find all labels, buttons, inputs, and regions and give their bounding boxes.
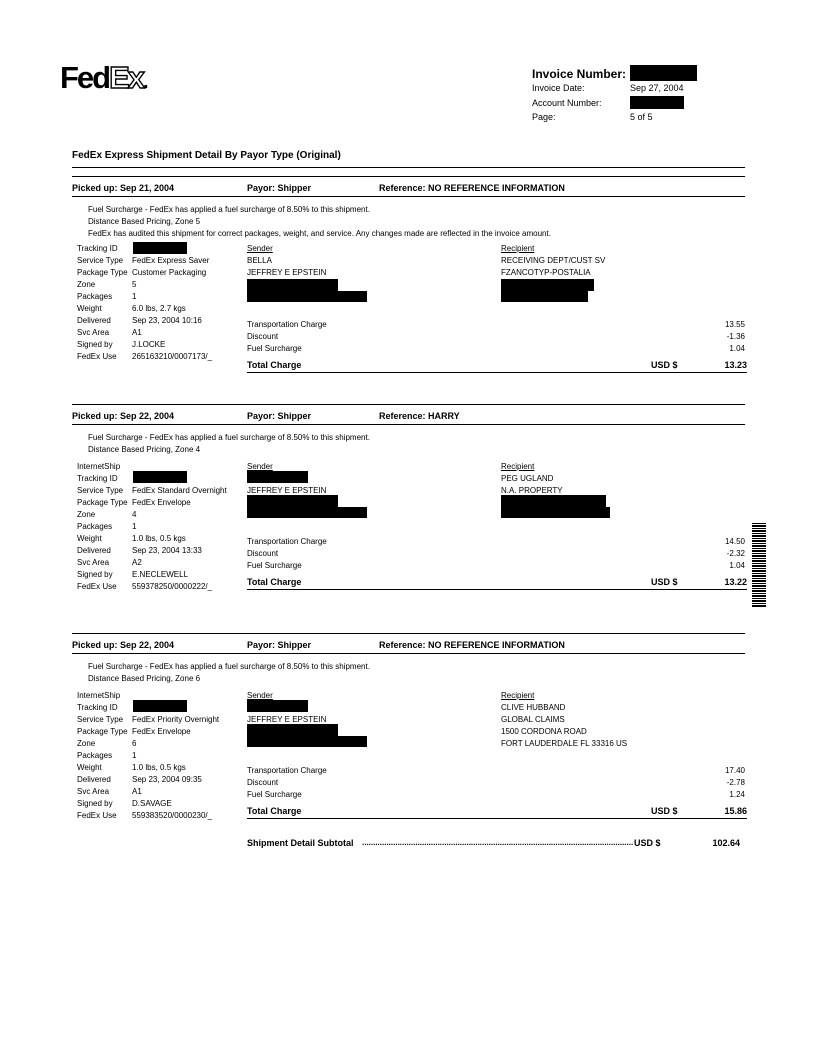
page-value: 5 of 5 bbox=[630, 112, 653, 122]
picked-up-date: Picked up: Sep 22, 2004 bbox=[72, 640, 175, 650]
detail-label: InternetShip bbox=[77, 691, 121, 700]
detail-value: A2 bbox=[132, 558, 142, 567]
detail-label: Service Type bbox=[77, 486, 124, 495]
detail-label: Svc Area bbox=[77, 558, 110, 567]
shipment-top-rule bbox=[72, 404, 745, 405]
detail-label: Packages bbox=[77, 292, 113, 301]
detail-label: Delivered bbox=[77, 775, 111, 784]
detail-value: 559383520/0000230/_ bbox=[132, 811, 213, 820]
redaction-block bbox=[247, 507, 367, 518]
detail-value: Sep 23, 2004 09:35 bbox=[132, 775, 202, 784]
redaction-block bbox=[247, 291, 367, 302]
detail-value: A1 bbox=[132, 328, 142, 337]
detail-value: FedEx Priority Overnight bbox=[132, 715, 220, 724]
sender-line: BELLA bbox=[247, 256, 272, 265]
detail-value: Sep 23, 2004 10:16 bbox=[132, 316, 202, 325]
detail-label: Zone bbox=[77, 510, 96, 519]
payor-type: Payor: Shipper bbox=[247, 640, 312, 650]
shipment-note: Distance Based Pricing, Zone 6 bbox=[88, 674, 201, 683]
shipment-top-rule bbox=[72, 176, 745, 177]
detail-label: Tracking ID bbox=[77, 474, 118, 483]
detail-label: Package Type bbox=[77, 268, 128, 277]
charge-label: Transportation Charge bbox=[247, 537, 327, 546]
detail-value: 6.0 lbs, 2.7 kgs bbox=[132, 304, 186, 313]
charge-amount: 1.04 bbox=[729, 344, 745, 353]
redaction-block bbox=[133, 242, 187, 254]
total-charge-label: Total Charge bbox=[247, 360, 302, 370]
detail-value: 1 bbox=[132, 522, 137, 531]
detail-label: Weight bbox=[77, 534, 102, 543]
charge-amount: 13.55 bbox=[724, 320, 745, 329]
detail-value: FedEx Envelope bbox=[132, 498, 191, 507]
detail-value: J.LOCKE bbox=[132, 340, 166, 349]
redaction-block bbox=[501, 279, 594, 291]
charge-label: Fuel Surcharge bbox=[247, 790, 302, 799]
shipment-header-rule bbox=[72, 653, 745, 654]
logo-ex: Ex bbox=[109, 60, 144, 95]
detail-label: Tracking ID bbox=[77, 244, 118, 253]
recipient-heading: Recipient bbox=[501, 244, 535, 253]
redaction-block bbox=[133, 471, 187, 483]
payor-type: Payor: Shipper bbox=[247, 411, 312, 421]
charge-amount: 14.50 bbox=[724, 537, 745, 546]
detail-label: InternetShip bbox=[77, 462, 121, 471]
detail-value: 1.0 lbs, 0.5 kgs bbox=[132, 534, 186, 543]
shipment-note: Fuel Surcharge - FedEx has applied a fuel surcharge of 8.50% to this shipment. bbox=[88, 205, 370, 214]
shipment-top-rule bbox=[72, 633, 745, 634]
detail-label: Svc Area bbox=[77, 328, 110, 337]
detail-label: Weight bbox=[77, 304, 102, 313]
detail-label: Packages bbox=[77, 522, 113, 531]
recipient-line: PEG UGLAND bbox=[501, 474, 554, 483]
redaction-block bbox=[247, 736, 367, 747]
detail-label: FedEx Use bbox=[77, 811, 117, 820]
detail-label: Packages bbox=[77, 751, 113, 760]
invoice-number-label: Invoice Number: bbox=[532, 67, 627, 81]
detail-label: Delivered bbox=[77, 316, 111, 325]
redaction-block bbox=[501, 507, 610, 518]
logo-fed: Fed bbox=[60, 60, 110, 95]
shipment-note: Distance Based Pricing, Zone 4 bbox=[88, 445, 201, 454]
subtotal-amount: 102.64 bbox=[712, 838, 740, 848]
redaction-block bbox=[247, 700, 308, 712]
detail-value: A1 bbox=[132, 787, 142, 796]
detail-value: Sep 23, 2004 13:33 bbox=[132, 546, 202, 555]
detail-label: Zone bbox=[77, 739, 96, 748]
recipient-heading: Recipient bbox=[501, 462, 535, 471]
total-rule bbox=[247, 818, 747, 819]
detail-value: D.SAVAGE bbox=[132, 799, 172, 808]
shipment-note: Fuel Surcharge - FedEx has applied a fuel surcharge of 8.50% to this shipment. bbox=[88, 433, 370, 442]
charge-label: Discount bbox=[247, 549, 279, 558]
fedex-logo bbox=[60, 62, 147, 93]
invoice-date-value: Sep 27, 2004 bbox=[630, 83, 684, 93]
shipment-reference: Reference: NO REFERENCE INFORMATION bbox=[379, 183, 565, 193]
charge-amount: 1.04 bbox=[729, 561, 745, 570]
sender-line: JEFFREY E EPSTEIN bbox=[247, 268, 327, 277]
subtotal-currency: USD $ bbox=[634, 838, 661, 848]
sender-line: JEFFREY E EPSTEIN bbox=[247, 486, 327, 495]
sender-heading: Sender bbox=[247, 691, 273, 700]
sender-heading: Sender bbox=[247, 244, 273, 253]
detail-value: FedEx Envelope bbox=[132, 727, 191, 736]
redaction-block bbox=[133, 700, 187, 712]
charge-amount: -2.32 bbox=[726, 549, 745, 558]
detail-value: 559378250/0000222/_ bbox=[132, 582, 213, 591]
recipient-line: CLIVE HUBBAND bbox=[501, 703, 566, 712]
total-currency: USD $ bbox=[651, 806, 678, 816]
detail-value: 1.0 lbs, 0.5 kgs bbox=[132, 763, 186, 772]
shipment-note: Fuel Surcharge - FedEx has applied a fuel surcharge of 8.50% to this shipment. bbox=[88, 662, 370, 671]
recipient-heading: Recipient bbox=[501, 691, 535, 700]
charge-label: Discount bbox=[247, 332, 279, 341]
detail-value: FedEx Express Saver bbox=[132, 256, 210, 265]
detail-label: Package Type bbox=[77, 498, 128, 507]
charge-amount: -1.36 bbox=[726, 332, 745, 341]
total-rule bbox=[247, 372, 747, 373]
detail-value: E.NECLEWELL bbox=[132, 570, 189, 579]
redaction-block bbox=[501, 495, 606, 507]
recipient-line: FZANCOTYP-POSTALIA bbox=[501, 268, 591, 277]
picked-up-date: Picked up: Sep 21, 2004 bbox=[72, 183, 175, 193]
logo-dot: . bbox=[143, 71, 147, 93]
recipient-line: FORT LAUDERDALE FL 33316 US bbox=[501, 739, 628, 748]
invoice-date-label: Invoice Date: bbox=[532, 83, 585, 93]
detail-value: 6 bbox=[132, 739, 137, 748]
payor-type: Payor: Shipper bbox=[247, 183, 312, 193]
detail-label: Service Type bbox=[77, 256, 124, 265]
redaction-block bbox=[247, 724, 338, 736]
barcode bbox=[752, 523, 766, 607]
recipient-line: 1500 CORDONA ROAD bbox=[501, 727, 587, 736]
redaction-block bbox=[501, 291, 588, 302]
charge-label: Transportation Charge bbox=[247, 320, 327, 329]
detail-label: Tracking ID bbox=[77, 703, 118, 712]
subtotal-leader: .......................................................................................................................... bbox=[362, 838, 634, 847]
shipment-header-rule bbox=[72, 196, 745, 197]
total-charge-amount: 13.23 bbox=[724, 360, 747, 370]
detail-label: Signed by bbox=[77, 570, 113, 579]
shipment-reference: Reference: NO REFERENCE INFORMATION bbox=[379, 640, 565, 650]
account-number-label: Account Number: bbox=[532, 98, 602, 108]
detail-value: FedEx Standard Overnight bbox=[132, 486, 227, 495]
detail-label: FedEx Use bbox=[77, 352, 117, 361]
detail-label: Svc Area bbox=[77, 787, 110, 796]
charge-label: Transportation Charge bbox=[247, 766, 327, 775]
page-label: Page: bbox=[532, 112, 556, 122]
picked-up-date: Picked up: Sep 22, 2004 bbox=[72, 411, 175, 421]
detail-value: 1 bbox=[132, 751, 137, 760]
sender-line: JEFFREY E EPSTEIN bbox=[247, 715, 327, 724]
charge-label: Fuel Surcharge bbox=[247, 561, 302, 570]
detail-value: 265163210/0007173/_ bbox=[132, 352, 213, 361]
detail-label: Weight bbox=[77, 763, 102, 772]
detail-value: 5 bbox=[132, 280, 137, 289]
total-rule bbox=[247, 589, 747, 590]
sender-heading: Sender bbox=[247, 462, 273, 471]
charge-amount: 17.40 bbox=[724, 766, 745, 775]
detail-label: Signed by bbox=[77, 340, 113, 349]
detail-label: Delivered bbox=[77, 546, 111, 555]
charge-amount: -2.78 bbox=[726, 778, 745, 787]
redaction-block bbox=[247, 279, 338, 291]
total-charge-label: Total Charge bbox=[247, 806, 302, 816]
recipient-line: RECEIVING DEPT/CUST SV bbox=[501, 256, 606, 265]
redaction-block bbox=[247, 471, 308, 483]
detail-value: 1 bbox=[132, 292, 137, 301]
title-divider bbox=[72, 167, 745, 168]
total-charge-amount: 15.86 bbox=[724, 806, 747, 816]
shipment-note: FedEx has audited this shipment for correct packages, weight, and service. Any changes made are reflected in the invoice amount. bbox=[88, 229, 551, 238]
charge-amount: 1.24 bbox=[729, 790, 745, 799]
subtotal-label: Shipment Detail Subtotal bbox=[247, 838, 354, 848]
detail-value: 4 bbox=[132, 510, 137, 519]
charge-label: Discount bbox=[247, 778, 279, 787]
charge-label: Fuel Surcharge bbox=[247, 344, 302, 353]
total-charge-label: Total Charge bbox=[247, 577, 302, 587]
document-title: FedEx Express Shipment Detail By Payor Type (Original) bbox=[72, 150, 341, 161]
detail-value: Customer Packaging bbox=[132, 268, 207, 277]
total-currency: USD $ bbox=[651, 360, 678, 370]
recipient-line: N.A. PROPERTY bbox=[501, 486, 563, 495]
total-currency: USD $ bbox=[651, 577, 678, 587]
detail-label: Zone bbox=[77, 280, 96, 289]
shipment-note: Distance Based Pricing, Zone 5 bbox=[88, 217, 201, 226]
shipment-reference: Reference: HARRY bbox=[379, 411, 460, 421]
recipient-line: GLOBAL CLAIMS bbox=[501, 715, 565, 724]
detail-label: Package Type bbox=[77, 727, 128, 736]
account-number-redaction bbox=[630, 96, 684, 109]
invoice-number-redaction bbox=[630, 65, 697, 81]
detail-label: FedEx Use bbox=[77, 582, 117, 591]
detail-label: Service Type bbox=[77, 715, 124, 724]
redaction-block bbox=[247, 495, 338, 507]
total-charge-amount: 13.22 bbox=[724, 577, 747, 587]
shipment-header-rule bbox=[72, 424, 745, 425]
detail-label: Signed by bbox=[77, 799, 113, 808]
